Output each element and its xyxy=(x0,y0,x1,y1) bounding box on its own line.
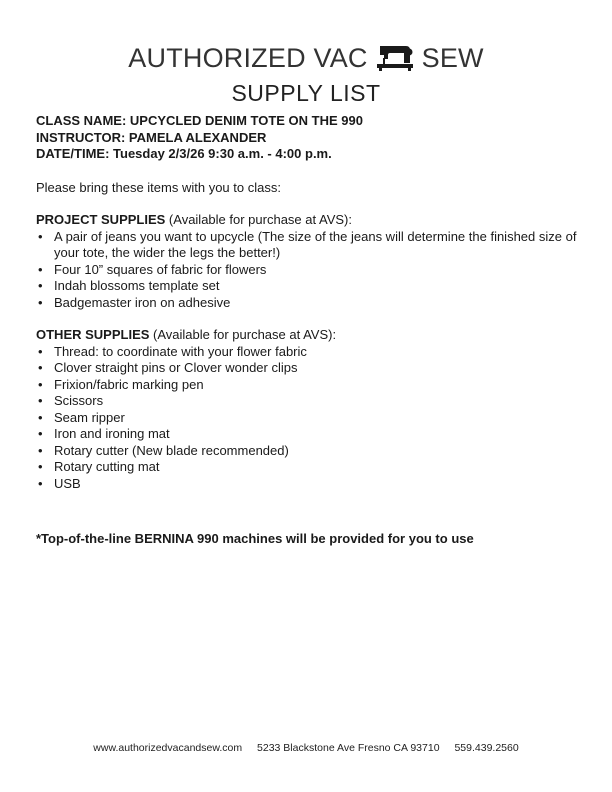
list-item: • USB xyxy=(36,476,581,493)
footnote: *Top-of-the-line BERNINA 990 machines will be provided for you to use xyxy=(36,531,474,546)
list-item: • Thread: to coordinate with your flower fabric xyxy=(36,344,581,361)
address: 5233 Blackstone Ave Fresno CA 93710 xyxy=(257,742,440,754)
supply-list-body xyxy=(36,113,581,548)
list-item: • Seam ripper xyxy=(36,410,581,427)
section-heading xyxy=(36,327,581,344)
list-item: • Badgemaster iron on adhesive xyxy=(36,295,581,312)
date-time: DATE/TIME: Tuesday 2/3/26 9:30 a.m. - 4:00 p.m. xyxy=(36,146,332,161)
brand-name-left: AUTHORIZED VAC xyxy=(128,42,368,73)
list-item: • Scissors xyxy=(36,393,581,410)
page-footer xyxy=(0,742,612,754)
project-supplies-list xyxy=(36,229,581,312)
other-supplies-section xyxy=(36,327,581,492)
list-item: • Rotary cutting mat xyxy=(36,459,581,476)
class-details xyxy=(36,113,581,163)
sewing-machine-icon xyxy=(376,43,414,73)
list-item: • Four 10” squares of fabric for flowers xyxy=(36,262,581,279)
instructor: INSTRUCTOR: PAMELA ALEXANDER xyxy=(36,129,267,145)
list-item: • Indah blossoms template set xyxy=(36,278,581,295)
project-supplies-title: PROJECT SUPPLIES xyxy=(36,212,166,227)
project-supplies-section xyxy=(36,212,581,311)
other-supplies-title: OTHER SUPPLIES xyxy=(36,327,150,342)
list-item: • Clover straight pins or Clover wonder clips xyxy=(36,360,581,377)
section-heading xyxy=(36,212,581,229)
list-item: • A pair of jeans you want to upcycle (The size of the jeans will determine the finished size of your tote, the wider the legs the better!) xyxy=(36,229,581,262)
other-supplies-note: (Available for purchase at AVS): xyxy=(149,327,337,342)
list-item: • Rotary cutter (New blade recommended) xyxy=(36,443,581,460)
project-supplies-note: (Available for purchase at AVS): xyxy=(165,212,352,227)
list-item: • Frixion/fabric marking pen xyxy=(36,377,581,394)
other-supplies-list xyxy=(36,344,581,493)
class-name: CLASS NAME: UPCYCLED DENIM TOTE ON THE 990 xyxy=(36,113,363,128)
brand-logo xyxy=(0,40,612,76)
list-item: • Iron and ironing mat xyxy=(36,426,581,443)
phone-number: 559.439.2560 xyxy=(454,742,519,754)
page-title: SUPPLY LIST xyxy=(231,80,381,106)
website-link[interactable]: www.authorizedvacandsew.com xyxy=(93,742,243,754)
page-header xyxy=(0,40,612,107)
intro-text: Please bring these items with you to class: xyxy=(36,179,281,195)
brand-name-right: SEW xyxy=(421,42,484,73)
